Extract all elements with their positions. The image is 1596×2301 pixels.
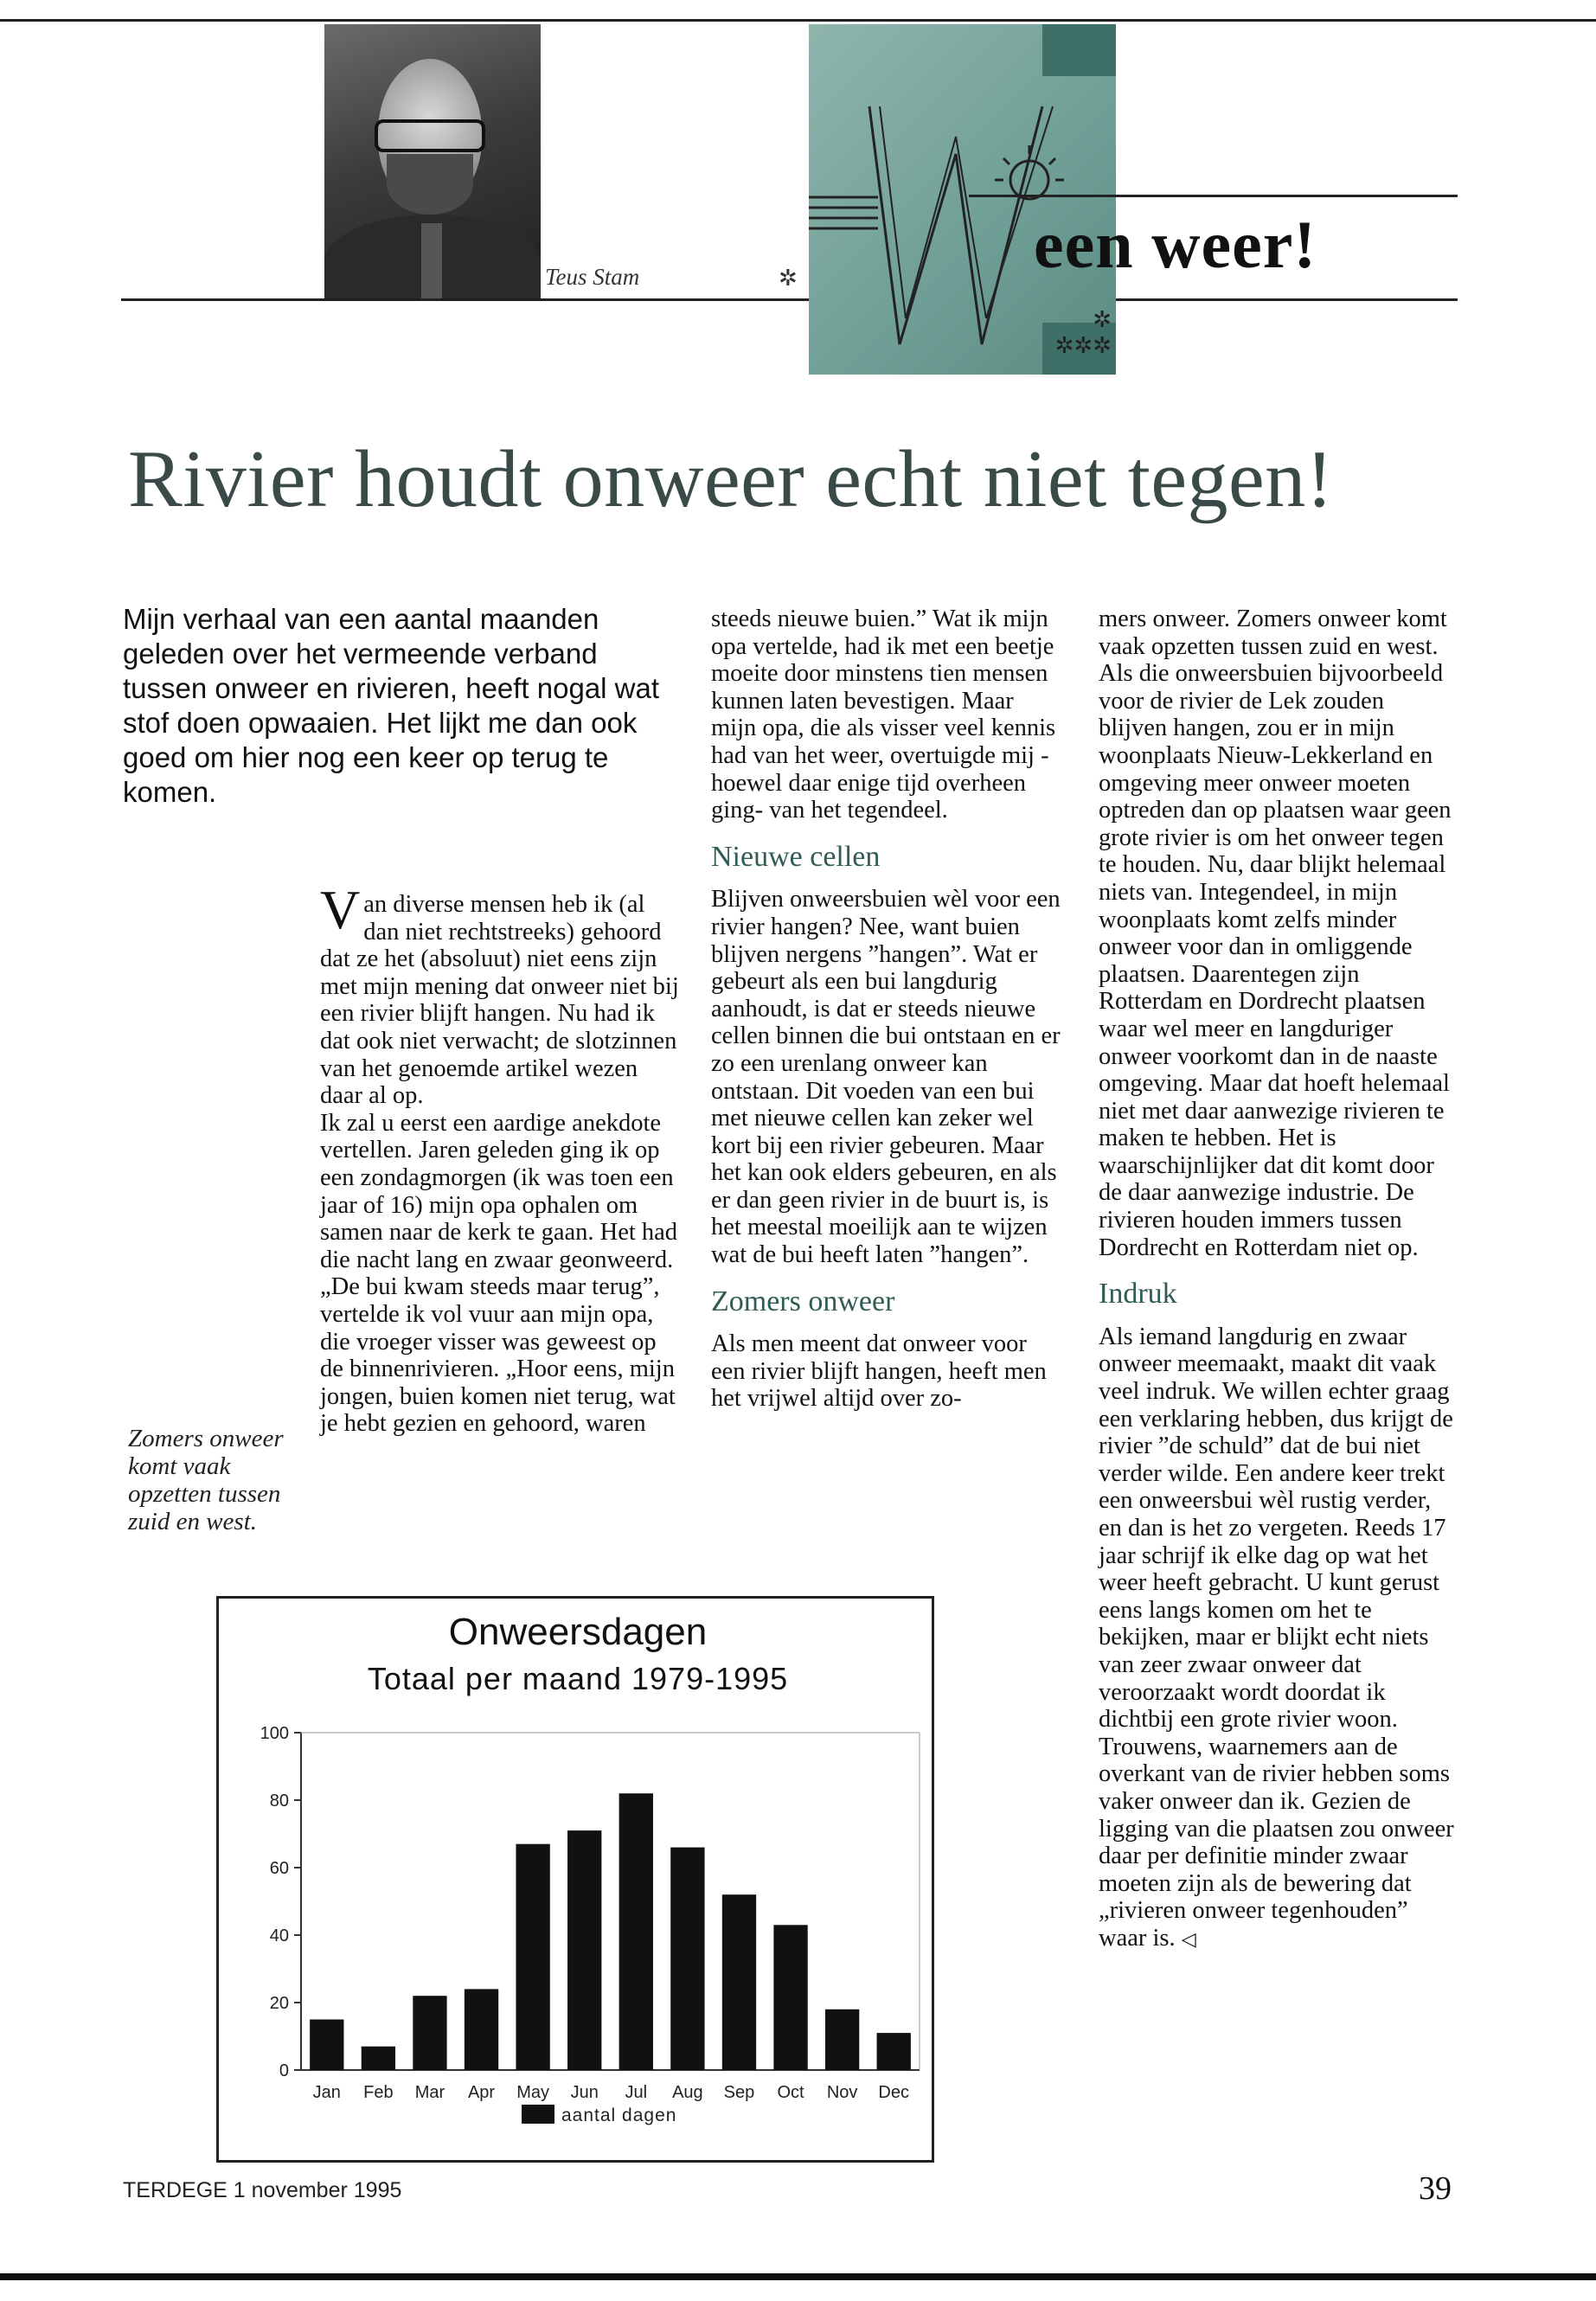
y-tick-label: 60 — [269, 1859, 289, 1878]
paragraph: mers onweer. Zomers onweer komt vaak opzetten tussen zuid en west. Als die onweersbuien bijvoorbeeld voor de rivier de Lek zouden blijven hangen, zou er in mijn woonplaats Nieuw-Lekkerland en omgeving meer onweer moeten optreden dan op plaatsen waar geen grote rivier is om het onweer tegen te houden. Nu, daar blijkt helemaal niets van. Integendeel, in mijn woonplaats komt zelfs minder onweer voor dan in omliggende plaatsen. Daarentegen zijn Rotterdam en Dordrecht plaatsen waar wel meer en langduriger onweer voorkomt dan in de naaste omgeving. Maar dat hoeft helemaal niet met daar aanwezige rivieren te maken te hebben. Het is waarschijnlijker dat dit komt door de daar aanwezige industrie. De rivieren houden immers tussen Dordrecht en Rotterdam niet op. — [1099, 606, 1452, 1261]
y-tick-label: 40 — [269, 1926, 289, 1945]
bar-feb — [362, 2047, 395, 2070]
thunderstorm-days-chart — [216, 1596, 934, 2163]
star-icon: ✲ — [779, 266, 798, 291]
header-title-rule — [969, 195, 1458, 197]
x-tick-label: Dec — [878, 2083, 909, 2102]
column-title: een weer! — [1034, 207, 1317, 282]
bar-mar — [413, 1996, 446, 2070]
x-tick-label: Jun — [570, 2083, 599, 2102]
footer-publication: TERDEGE 1 november 1995 — [123, 2178, 402, 2202]
paragraph: Blijven onweersbuien wèl voor een rivier hangen? Nee, want buien blijven nergens ”hangen”. Wat er gebeurt als een bui langdurig aanhoudt, is dat er steeds nieuwe cellen binnen die bui ontstaan en er zo een urenlang onweer kan ontstaan. Dit voeden van een bui met nieuwe cellen kan zeker wel kort bij een rivier gebeuren. Maar het kan ook elders gebeuren, en als er dan geen rivier in de buurt is, is het meestal moeilijk aan te wijzen wat de bui heeft laten ”hangen”. — [711, 886, 1061, 1269]
subheading-nieuwe-cellen: Nieuwe cellen — [711, 840, 881, 873]
star-icon: ✲ — [1093, 307, 1112, 332]
column-3 — [1099, 606, 1458, 1953]
author-name: Teus Stam — [545, 264, 640, 290]
drop-cap: V — [320, 879, 361, 940]
y-tick-label: 0 — [279, 2061, 289, 2080]
y-tick-label: 20 — [269, 1994, 289, 2013]
article-headline: Rivier houdt onweer echt niet tegen! — [128, 434, 1334, 524]
pull-quote: Zomers onweer komt vaak opzetten tussen zuid en west. — [128, 1425, 284, 1535]
bottom-frame-line — [0, 2273, 1596, 2280]
y-tick-label: 100 — [260, 1724, 289, 1743]
chart-plot — [219, 1599, 937, 2165]
x-tick-label: Nov — [826, 2083, 858, 2102]
bar-jul — [619, 1793, 653, 2070]
y-tick-label: 80 — [269, 1791, 289, 1811]
bar-may — [516, 1844, 549, 2070]
bar-jan — [310, 2020, 343, 2071]
x-tick-label: Sep — [723, 2083, 755, 2102]
paragraph: steeds nieuwe buien.” Wat ik mijn opa vertelde, had ik met een beetje moeite door minstens tien mensen kunnen laten bevestigen. Maar mijn opa, die als visser veel kennis had van het weer, overtuigde mij -hoewel daar enige tijd overheen ging- van het tegendeel. — [711, 606, 1056, 824]
subheading-zomers-onweer: Zomers onweer — [711, 1285, 895, 1317]
top-frame-line — [0, 19, 1596, 22]
article-intro: Mijn verhaal van een aantal maanden geleden over het vermeende verband tussen onweer en rivieren, heeft nogal wat stof doen opwaaien. Het lijkt me dan ook goed om hier nog een keer op terug te komen. — [123, 603, 660, 808]
end-mark-icon: ◁ — [1181, 1927, 1196, 1950]
header-rule — [121, 298, 1458, 301]
star-icon: ✲ — [1054, 333, 1074, 358]
bar-dec — [877, 2033, 911, 2070]
x-tick-label: Jul — [625, 2083, 648, 2102]
logo-stars — [1025, 307, 1112, 359]
bar-aug — [670, 1848, 704, 2070]
paragraph: Als iemand langdurig en zwaar onweer meemaakt, maakt dit vaak veel indruk. We willen echter graag een verklaring hebben, dus krijgt de rivier ”de schuld” dat de bui niet verder wilde. Een andere keer trekt een onweersbui wèl rustig verder, en dan is het zo vergeten. Reeds 17 jaar schrijf ik elke dag op wat het weer heeft gebracht. U kunt gerust eens langs komen om het te bekijken, maar er blijkt echt niets van zeer zwaar onweer dat veroorzaakt wordt doordat ik dichtbij een grote rivier woon. Trouwens, waarnemers aan de overkant van de rivier hebben soms vaker onweer dan ik. Gezien de ligging van die plaatsen zou onweer daar per definitie minder zwaar moeten zijn als de bewering dat „rivieren onweer tegenhouden” waar is. ◁ — [1099, 1323, 1454, 1952]
x-tick-label: Mar — [414, 2083, 445, 2102]
page-number: 39 — [1419, 2170, 1452, 2207]
chart-subtitle: Totaal per maand 1979-1995 — [367, 1661, 789, 1696]
legend-swatch — [522, 2105, 554, 2124]
paragraph: Als men meent dat onweer voor een rivier blijft hangen, heeft men het vrijwel altijd over zo- — [711, 1330, 1047, 1413]
legend-label: aantal dagen — [561, 2106, 677, 2125]
x-tick-label: May — [516, 2083, 550, 2102]
column-2 — [711, 606, 1061, 1413]
subheading-indruk: Indruk — [1099, 1278, 1177, 1311]
column-1 — [320, 879, 683, 1438]
x-tick-label: Aug — [672, 2083, 703, 2102]
x-tick-label: Feb — [363, 2083, 394, 2102]
chart-title: Onweersdagen — [448, 1611, 708, 1653]
x-tick-label: Oct — [777, 2083, 804, 2102]
star-icon: ✲ — [1093, 333, 1112, 358]
paragraph: Van diverse mensen heb ik (al dan niet rechtstreeks) gehoord dat ze het (absoluut) niet eens zijn met mijn mening dat onweer niet bij een rivier blijft hangen. Nu had ik dat ook niet verwacht; de slotzinnen van het genoemde artikel wezen daar al op. — [320, 879, 679, 1110]
bar-nov — [825, 2009, 859, 2070]
bar-oct — [773, 1925, 807, 2070]
author-portrait — [324, 24, 541, 299]
bar-jun — [567, 1830, 601, 2070]
x-tick-label: Apr — [467, 2083, 496, 2102]
paragraph: Ik zal u eerst een aardige anekdote vertellen. Jaren geleden ging ik op een zondagmorgen (ik was toen een jaar of 16) mijn opa ophalen om samen naar de kerk te gaan. Het had die nacht lang en zwaar geonweerd. „De bui kwam steeds maar terug”, vertelde ik vol vuur aan mijn opa, die vroeger visser was geweest op de binnenrivieren. „Hoor eens, mijn jongen, buien komen niet terug, wat je hebt gezien en gehoord, waren — [320, 1109, 678, 1438]
bar-apr — [465, 1989, 498, 2070]
bar-sep — [722, 1894, 756, 2070]
star-icon: ✲ — [1074, 333, 1093, 358]
x-tick-label: Jan — [312, 2083, 341, 2102]
